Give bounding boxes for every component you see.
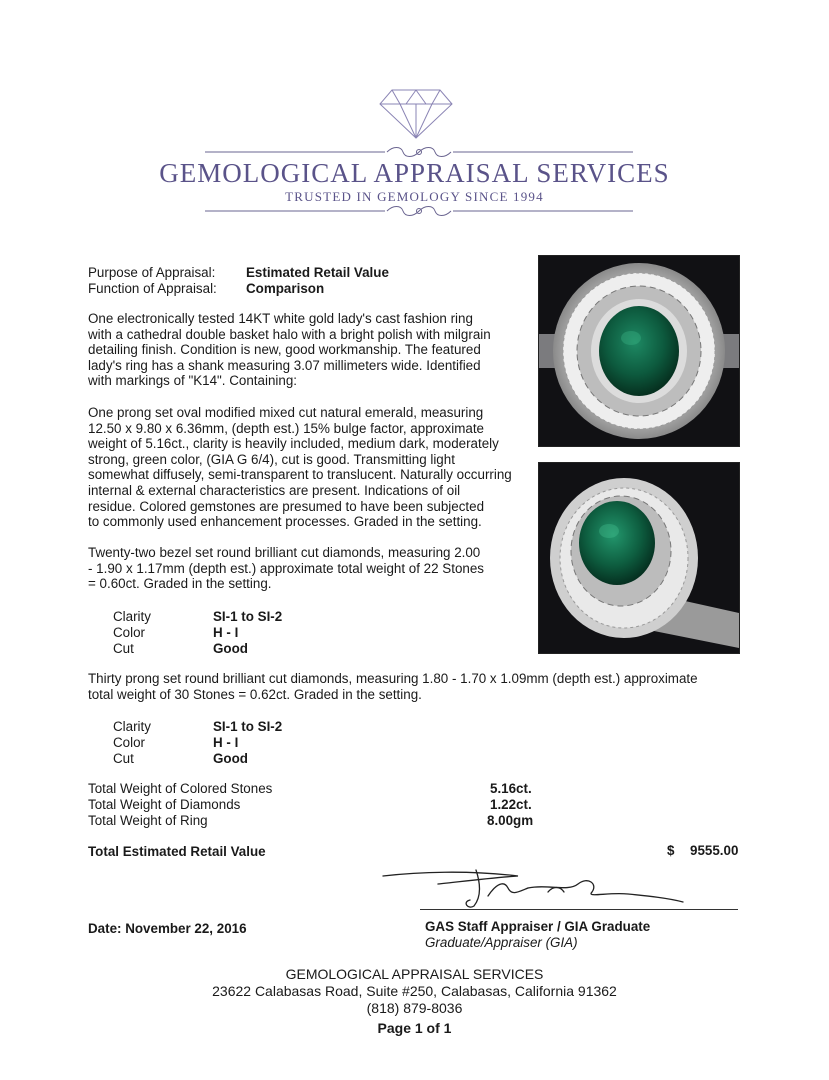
grades1-color-label: Color xyxy=(113,625,145,640)
total-colored-value: 5.16ct. xyxy=(490,781,532,796)
grades2-cut-value: Good xyxy=(213,751,248,766)
grades1-cut-value: Good xyxy=(213,641,248,656)
total-ring-value: 8.00gm xyxy=(487,813,534,828)
text-line: = 0.60ct. Graded in the setting. xyxy=(88,576,272,592)
ring-photo-top-view xyxy=(538,255,740,447)
total-retail-value: 9555.00 xyxy=(690,843,739,858)
footer-phone: (818) 879-8036 xyxy=(366,1000,463,1016)
appraisal-date: Date: November 22, 2016 xyxy=(88,921,247,936)
grades1-color-value: H - I xyxy=(213,625,239,640)
text-line: One electronically tested 14KT white gold lady's cast fashion ring xyxy=(88,311,473,326)
footer-company: GEMOLOGICAL APPRAISAL SERVICES xyxy=(285,966,544,982)
text-line: One prong set oval modified mixed cut natural emerald, measuring xyxy=(88,405,484,420)
footer-address: 23622 Calabasas Road, Suite #250, Calabasas, California 91362 xyxy=(212,983,617,999)
function-value: Comparison xyxy=(246,281,325,296)
grades1-clarity-value: SI-1 to SI-2 xyxy=(213,609,283,624)
total-diamonds-value: 1.22ct. xyxy=(490,797,532,812)
diamonds-1-description xyxy=(88,545,533,592)
text-line: internal & external characteristics are present. Indications of oil xyxy=(88,482,461,498)
total-diamonds-label: Total Weight of Diamonds xyxy=(88,797,241,812)
grades2-color-value: H - I xyxy=(213,735,239,750)
text-line: strong, green color, (GIA G 6/4), cut is good. Transmitting light xyxy=(88,451,455,467)
text-line: 12.50 x 9.80 x 6.36mm, (depth est.) 15% bulge factor, approximate xyxy=(88,420,484,436)
text-line: total weight of 30 Stones = 0.62ct. Graded in the setting. xyxy=(88,686,422,702)
grades1-clarity-label: Clarity xyxy=(113,609,151,624)
purpose-value: Estimated Retail Value xyxy=(246,265,389,280)
total-colored-label: Total Weight of Colored Stones xyxy=(88,781,273,796)
text-line: to commonly used enhancement processes. Graded in the setting. xyxy=(88,514,482,530)
ring-description xyxy=(88,311,528,389)
appraiser-subtitle: Graduate/Appraiser (GIA) xyxy=(425,935,578,950)
grades2-clarity-label: Clarity xyxy=(113,719,151,734)
bottom-ornament-rule xyxy=(205,203,633,219)
function-label: Function of Appraisal: xyxy=(88,281,217,296)
text-line: detailing finish. Condition is new, good workmanship. The featured xyxy=(88,342,481,358)
ring-photo-angle-view xyxy=(538,462,740,654)
currency-symbol: $ xyxy=(667,843,675,858)
text-line: with a cathedral double basket halo with a bright polish with milgrain xyxy=(88,326,491,342)
purpose-label: Purpose of Appraisal: xyxy=(88,265,216,280)
company-logo-title: GEMOLOGICAL APPRAISAL SERVICES xyxy=(159,158,670,188)
text-line: weight of 5.16ct., clarity is heavily included, medium dark, moderately xyxy=(88,436,499,452)
text-line: with markings of "K14". Containing: xyxy=(88,373,297,389)
appraiser-title: GAS Staff Appraiser / GIA Graduate xyxy=(425,919,651,934)
grades1-cut-label: Cut xyxy=(113,641,134,656)
text-line: Twenty-two bezel set round brilliant cut diamonds, measuring 2.00 xyxy=(88,545,481,560)
text-line: somewhat diffusely, semi-transparent to translucent. Naturally occurring xyxy=(88,467,512,483)
emerald-description xyxy=(88,405,533,530)
signature-line xyxy=(420,909,738,910)
diamonds-2-description xyxy=(88,671,788,702)
grades2-clarity-value: SI-1 to SI-2 xyxy=(213,719,283,734)
grades2-cut-label: Cut xyxy=(113,751,134,766)
text-line: residue. Colored gemstones are presumed to have been subjected xyxy=(88,498,485,514)
text-line: - 1.90 x 1.17mm (depth est.) approximate total weight of 22 Stones xyxy=(88,560,484,576)
text-line: Thirty prong set round brilliant cut diamonds, measuring 1.80 - 1.70 x 1.09mm (depth est.) approximate xyxy=(88,671,698,686)
signature xyxy=(378,862,708,912)
text-line: lady's ring has a shank measuring 3.07 millimeters wide. Identified xyxy=(88,357,481,373)
diamond-icon xyxy=(378,88,454,140)
grades2-color-label: Color xyxy=(113,735,145,750)
total-retail-label: Total Estimated Retail Value xyxy=(88,844,266,859)
total-ring-label: Total Weight of Ring xyxy=(88,813,208,828)
company-tagline: TRUSTED IN GEMOLOGY SINCE 1994 xyxy=(285,189,544,204)
page-number: Page 1 of 1 xyxy=(377,1020,452,1036)
